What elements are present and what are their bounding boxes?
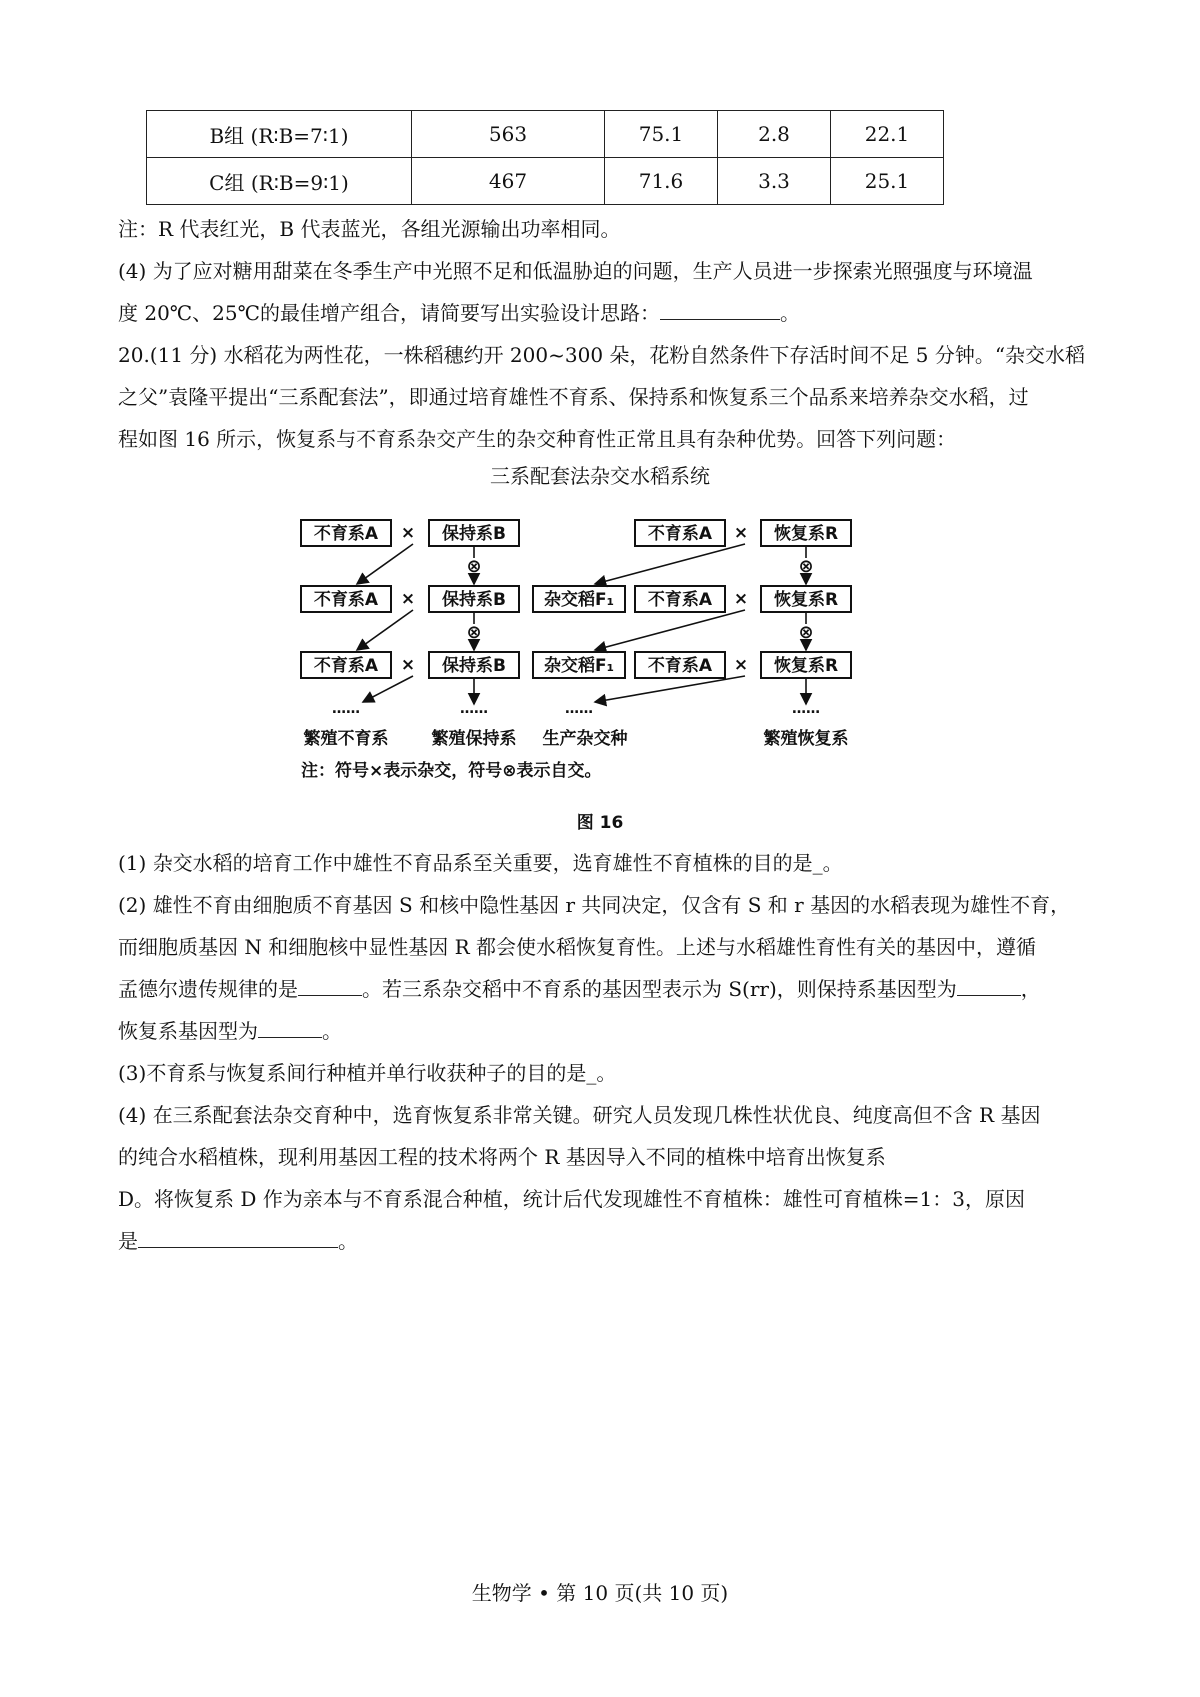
answer-blank[interactable] — [138, 1225, 338, 1248]
table-row — [147, 158, 944, 205]
ellipsis-dots: …… — [332, 701, 360, 717]
table-cell: 71.6 — [605, 158, 718, 205]
cross-sign: × — [400, 589, 416, 609]
self-symbol: ⊗ — [798, 556, 814, 577]
svg-text:不育系A: 不育系A — [647, 656, 713, 676]
sub-question-4-line: (4) 在三系配套法杂交育种中，选育恢复系非常关键。研究人员发现几株性状优良、纯度高但不含 R 基因 — [118, 1103, 1041, 1127]
q4-line: (4) 为了应对糖用甜菜在冬季生产中光照不足和低温胁迫的问题，生产人员进一步探索光照强度与环境温 — [118, 259, 1033, 283]
box-sterile-a — [301, 586, 391, 612]
table-cell: 22.1 — [831, 111, 944, 158]
box-restorer-r — [761, 520, 851, 546]
table-cell: C组 (R∶B=9∶1) — [147, 158, 412, 205]
q20-line: 之父”袁隆平提出“三系配套法”，即通过培育雄性不育系、保持系和恢复系三个品系来培养杂交水稻，过 — [118, 385, 1029, 409]
svg-text:恢复系R: 恢复系R — [773, 656, 839, 676]
label-breed-restorer: 繁殖恢复系 — [763, 729, 849, 749]
svg-text:不育系A: 不育系A — [647, 524, 713, 544]
svg-text:杂交稻F₁: 杂交稻F₁ — [543, 656, 615, 676]
cross-sign: × — [733, 523, 749, 543]
table-cell: B组 (R∶B=7∶1) — [147, 111, 412, 158]
table-note: 注：R 代表红光，B 代表蓝光，各组光源输出功率相同。 — [118, 217, 621, 241]
box-maintainer-b — [429, 586, 519, 612]
cross-sign: × — [733, 655, 749, 675]
table-cell: 75.1 — [605, 111, 718, 158]
figure-note: 注：符号×表示杂交，符号⊗表示自交。 — [301, 761, 602, 781]
box-sterile-a — [301, 652, 391, 678]
sub-question-3: (3)不育系与恢复系间行种植并单行收获种子的目的是_。 — [118, 1061, 617, 1085]
table-cell: 3.3 — [718, 158, 831, 205]
q20-line: 程如图 16 所示，恢复系与不育系杂交产生的杂交种育性正常且具有杂种优势。回答下列问题： — [118, 427, 957, 451]
sub-question-1: (1) 杂交水稻的培育工作中雄性不育品系至关重要，选育雄性不育植株的目的是_。 — [118, 851, 843, 875]
svg-text:恢复系R: 恢复系R — [773, 524, 839, 544]
svg-text:不育系A: 不育系A — [313, 524, 379, 544]
self-symbol: ⊗ — [466, 556, 482, 577]
three-line-diagram — [295, 508, 915, 808]
svg-text:不育系A: 不育系A — [313, 656, 379, 676]
svg-text:杂交稻F₁: 杂交稻F₁ — [543, 590, 615, 610]
label-breed-maintainer: 繁殖保持系 — [431, 729, 517, 749]
box-restorer-r — [761, 652, 851, 678]
table-cell: 563 — [412, 111, 605, 158]
box-restorer-r — [761, 586, 851, 612]
box-maintainer-b — [429, 520, 519, 546]
self-symbol: ⊗ — [466, 622, 482, 643]
sub-question-2-line: (2) 雄性不育由细胞质不育基因 S 和核中隐性基因 r 共同决定，仅含有 S 和 r 基因的水稻表现为雄性不育， — [118, 893, 1071, 917]
sub-question-2-line: 恢复系基因型为 。 — [118, 1014, 1098, 1048]
answer-blank[interactable] — [298, 973, 362, 996]
svg-text:不育系A: 不育系A — [313, 590, 379, 610]
q4-line: 度 20℃、25℃的最佳增产组合，请简要写出实验设计思路： 。 — [118, 296, 1098, 330]
answer-blank[interactable] — [258, 1015, 322, 1038]
sub-question-2-line: 而细胞质基因 N 和细胞核中显性基因 R 都会使水稻恢复育性。上述与水稻雄性育性有关的基因中，遵循 — [118, 935, 1036, 959]
answer-blank[interactable] — [660, 297, 780, 320]
sub-question-2-line: 孟德尔遗传规律的是 。若三系杂交稻中不育系的基因型表示为 S(rr)，则保持系基因型为 ， — [118, 972, 1098, 1006]
table-row — [147, 111, 944, 158]
sub-question-4-line: D。将恢复系 D 作为亲本与不育系混合种植，统计后代发现雄性不育植株：雄性可育植株=1：3，原因 — [118, 1187, 1025, 1211]
label-breed-sterile: 繁殖不育系 — [303, 729, 389, 749]
figure-caption: 图 16 — [576, 813, 624, 833]
ellipsis-dots: …… — [565, 701, 593, 717]
svg-text:不育系A: 不育系A — [647, 590, 713, 610]
box-sterile-a — [635, 652, 725, 678]
results-table — [146, 110, 944, 205]
cross-sign: × — [400, 523, 416, 543]
box-sterile-a — [301, 520, 391, 546]
box-sterile-a — [635, 520, 725, 546]
sub-question-4-line: 的纯合水稻植株，现利用基因工程的技术将两个 R 基因导入不同的植株中培育出恢复系 — [118, 1145, 886, 1169]
page-footer: 生物学 • 第 10 页(共 10 页) — [471, 1581, 729, 1605]
box-hybrid-f1 — [533, 652, 625, 678]
label-produce-hybrid: 生产杂交种 — [542, 729, 628, 749]
svg-text:保持系B: 保持系B — [442, 590, 506, 610]
svg-text:保持系B: 保持系B — [442, 656, 506, 676]
table-cell: 467 — [412, 158, 605, 205]
box-hybrid-f1 — [533, 586, 625, 612]
self-symbol: ⊗ — [798, 622, 814, 643]
figure-title: 三系配套法杂交水稻系统 — [490, 464, 710, 488]
sub-question-4-line: 是 。 — [118, 1224, 1098, 1258]
svg-text:恢复系R: 恢复系R — [773, 590, 839, 610]
cross-sign: × — [733, 589, 749, 609]
table-cell: 25.1 — [831, 158, 944, 205]
table-cell: 2.8 — [718, 111, 831, 158]
ellipsis-dots: …… — [792, 701, 820, 717]
ellipsis-dots: …… — [460, 701, 488, 717]
cross-sign: × — [400, 655, 416, 675]
answer-blank[interactable] — [957, 973, 1021, 996]
box-maintainer-b — [429, 652, 519, 678]
svg-text:保持系B: 保持系B — [442, 524, 506, 544]
q20-line: 20.(11 分) 水稻花为两性花，一株稻穗约开 200~300 朵，花粉自然条件下存活时间不足 5 分钟。“杂交水稻 — [118, 343, 1086, 367]
box-sterile-a — [635, 586, 725, 612]
